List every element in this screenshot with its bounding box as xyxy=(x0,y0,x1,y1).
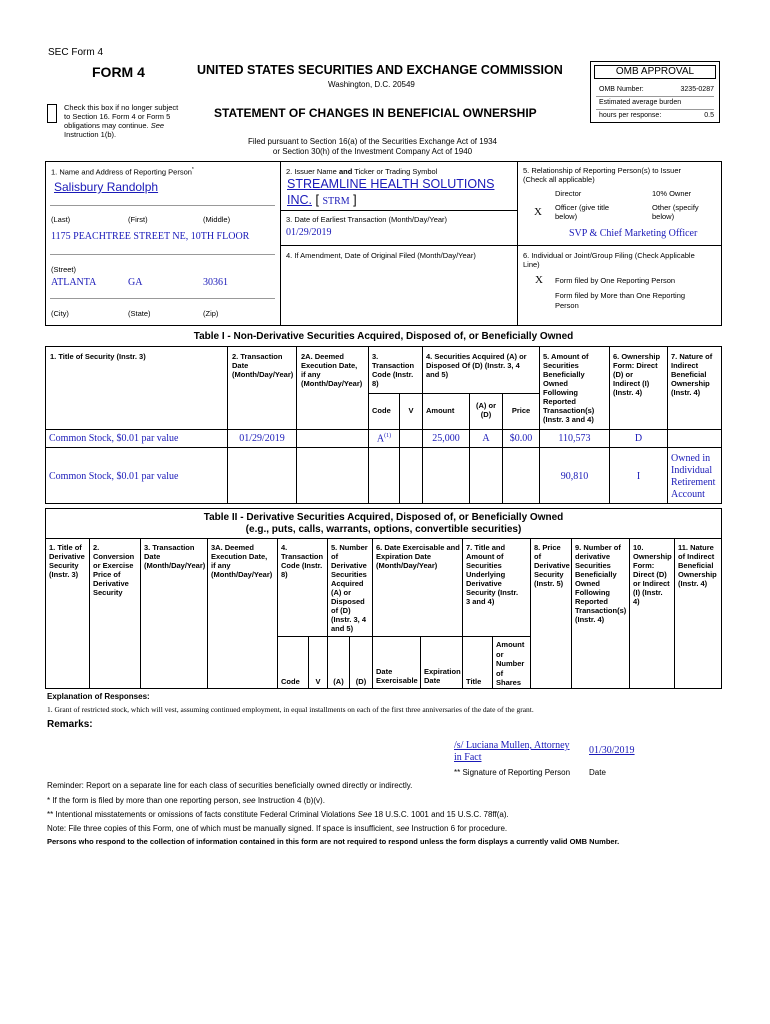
street-label: (Street) xyxy=(51,265,77,274)
t2-sub-date-exercisable: Date Exercisable xyxy=(376,667,418,685)
officer-option[interactable]: Officer (give title below) xyxy=(555,203,610,221)
issuer-name[interactable]: STREAMLINE HEALTH SOLUTIONS INC. [ STRM ] xyxy=(287,177,495,207)
t1-h6: 6. Ownership Form: Direct (D) or Indirect (I) (Instr. 4) xyxy=(613,352,661,397)
state-value: GA xyxy=(128,277,143,288)
table1-title: Table I - Non-Derivative Securities Acquired, Disposed of, or Beneficially Owned xyxy=(193,331,574,342)
reporting-person-name[interactable]: Salisbury Randolph xyxy=(54,180,159,194)
t1-sub-price: Price xyxy=(511,406,531,415)
other-option[interactable]: Other (specify below) xyxy=(652,203,699,221)
signature-value: /s/ Luciana Mullen, Attorney in Fact xyxy=(454,740,570,763)
commission-location: Washington, D.C. 20549 xyxy=(328,80,415,89)
t1-r2-form: I xyxy=(636,471,641,482)
t1-r1-code: $A^{(1)}$ xyxy=(376,433,392,445)
t1-sub-aord: (A) or (D) xyxy=(476,401,496,419)
t2-sub-d: (D) xyxy=(355,677,367,686)
t2-h3: 3. Transaction Date (Month/Day/Year) xyxy=(144,543,206,570)
earliest-transaction-label: 3. Date of Earliest Transaction (Month/Day/Year) xyxy=(286,215,448,224)
t1-h7: 7. Nature of Indirect Beneficial Ownership (Instr. 4) xyxy=(671,352,713,397)
t2-h6: 6. Date Exercisable and Expiration Date (Month/Day/Year) xyxy=(376,543,460,570)
state-label: (State) xyxy=(128,309,151,318)
omb-title: OMB APPROVAL xyxy=(594,65,716,79)
t1-sub-amount: Amount xyxy=(426,406,455,415)
officer-checkmark: X xyxy=(534,206,542,218)
note-multiple-persons: * If the form is filed by more than one reporting person, see Instruction 4 (b)(v). xyxy=(47,796,325,805)
t1-r1-owned: 110,573 xyxy=(558,433,591,444)
omb-burden-label: Estimated average burden xyxy=(599,99,682,106)
t1-sub-v: V xyxy=(408,406,414,415)
t2-sub-title: Title xyxy=(466,677,482,686)
t1-r1-amount: 25,000 xyxy=(432,433,460,444)
omb-hours-label: hours per response: xyxy=(599,112,662,119)
city-label: (City) xyxy=(51,309,69,318)
t1-h4: 4. Securities Acquired (A) or Disposed Of (D) (Instr. 3, 4 and 5) xyxy=(426,352,527,379)
explanation-label: Explanation of Responses: xyxy=(47,692,150,701)
t1-r1-title: Common Stock, $0.01 par value xyxy=(49,433,179,444)
relationship-label: 5. Relationship of Reporting Person(s) to Issuer (Check all applicable) xyxy=(523,166,681,184)
city-value: ATLANTA xyxy=(51,277,97,288)
t2-h1: 1. Title of Derivative Security (Instr. 3) xyxy=(49,543,85,579)
t2-h4: 4. Transaction Code (Instr. 8) xyxy=(281,543,324,579)
t2-h2: 2. Conversion or Exercise Price of Derivative Security xyxy=(93,543,135,597)
officer-title: SVP & Chief Marketing Officer xyxy=(569,228,698,239)
t2-h7: 7. Title and Amount of Securities Underlying Derivative Security (Instr. 3 and 4) xyxy=(466,543,519,606)
omb-hours-value: 0.5 xyxy=(704,112,714,119)
director-option[interactable]: Director xyxy=(555,189,582,198)
t1-h1: 1. Title of Security (Instr. 3) xyxy=(50,352,146,361)
t1-r2-title: Common Stock, $0.01 par value xyxy=(49,471,179,482)
t2-sub-a: (A) xyxy=(333,677,344,686)
t2-sub-v: V xyxy=(315,677,321,686)
omb-number-value: 3235-0287 xyxy=(680,86,714,93)
omb-number-label: OMB Number: xyxy=(599,86,644,93)
first-name-label: (First) xyxy=(128,215,148,224)
note-misstatements: ** Intentional misstatements or omissions of facts constitute Federal Criminal Violations See 18 U.S.C. 1001 and 15 U.S.C. 78ff(a). xyxy=(47,810,509,819)
more-person-option[interactable]: Form filed by More than One Reporting Person xyxy=(555,291,686,310)
filing-type-label: 6. Individual or Joint/Group Filing (Check Applicable Line) xyxy=(523,251,695,269)
statement-title: STATEMENT OF CHANGES IN BENEFICIAL OWNERSHIP xyxy=(214,106,537,120)
t1-h3: 3. Transaction Code (Instr. 8) xyxy=(372,352,415,388)
street-address: 1175 PEACHTREE STREET NE, 10TH FLOOR xyxy=(51,231,250,242)
sec-form-label: SEC Form 4 xyxy=(48,47,104,58)
reporting-person-label: 1. Name and Address of Reporting Person* xyxy=(51,167,194,177)
t1-r1-form: D xyxy=(634,433,643,444)
persons-notice: Persons who respond to the collection of information contained in this form are not required to respond unless the form displays a currently valid OMB Number. xyxy=(47,837,620,846)
t1-h5: 5. Amount of Securities Beneficially Owned Following Reported Transaction(s) (Instr. 3 and 4) xyxy=(543,352,595,424)
t1-r1-price: $0.00 xyxy=(509,433,533,444)
filed-pursuant: Filed pursuant to Section 16(a) of the Securities Exchange Act of 1934 or Section 30(h) of the Investment Company Act of 1940 xyxy=(247,137,498,156)
amendment-label: 4. If Amendment, Date of Original Filed (Month/Day/Year) xyxy=(286,251,476,260)
remarks-label: Remarks: xyxy=(47,719,93,730)
explanation-1: 1. Grant of restricted stock, which will vest, assuming continued employment, in equal installments on each of the first three anniversaries of the date of the grant. xyxy=(47,705,534,714)
t2-sub-amount: Amount or Number of Shares xyxy=(496,640,525,687)
t1-sub-code: Code xyxy=(372,406,391,415)
t1-r2-owned: 90,810 xyxy=(560,471,589,482)
t2-sub-expiration: Expiration Date xyxy=(424,667,461,685)
no-longer-subject-checkbox[interactable] xyxy=(47,104,57,123)
zip-value: 30361 xyxy=(203,277,228,288)
t1-h2: 2. Transaction Date (Month/Day/Year) xyxy=(232,352,294,379)
note-copies: Note: File three copies of this Form, one of which must be manually signed. If space is insufficient, see Instruction 6 for procedure. xyxy=(47,824,508,833)
table2-title: Table II - Derivative Securities Acquired, Disposed of, or Beneficially Owned (e.g., puts, calls, warrants, options, convertible securities) xyxy=(203,512,564,535)
form-title: FORM 4 xyxy=(92,64,145,80)
t1-h2a: 2A. Deemed Execution Date, if any (Month/Day/Year) xyxy=(301,352,363,388)
t2-h9: 9. Number of derivative Securities Beneficially Owned Following Reported Transaction(s) (Instr. 4) xyxy=(575,543,627,624)
reminder-text: Reminder: Report on a separate line for each class of securities beneficially owned directly or indirectly. xyxy=(47,781,413,790)
last-name-label: (Last) xyxy=(51,215,71,224)
t1-r1-aord: A xyxy=(482,433,490,444)
t1-r2-nature: Owned in Individual Retirement Account xyxy=(671,453,716,500)
earliest-transaction-date: 01/29/2019 xyxy=(286,227,332,238)
t2-h10: 10. Ownership Form: Direct (D) or Indirect (I) (Instr. 4) xyxy=(633,543,672,606)
checkbox-label: Check this box if no longer subject to Section 16. Form 4 or Form 5 obligations may continue. See Instruction 1(b). xyxy=(64,103,179,139)
commission-title: UNITED STATES SECURITIES AND EXCHANGE COMMISSION xyxy=(197,63,563,77)
ten-percent-owner-option[interactable]: 10% Owner xyxy=(652,189,692,198)
t2-h11: 11. Nature of Indirect Beneficial Ownership (Instr. 4) xyxy=(678,543,717,588)
omb-approval-box xyxy=(590,61,720,123)
t2-h8: 8. Price of Derivative Security (Instr. 5) xyxy=(534,543,570,588)
issuer-label: 2. Issuer Name and Ticker or Trading Symbol xyxy=(286,167,438,176)
one-person-checkmark: X xyxy=(535,274,543,286)
t1-r1-date: 01/29/2019 xyxy=(239,433,285,444)
zip-label: (Zip) xyxy=(203,309,219,318)
t2-sub-code: Code xyxy=(281,677,300,686)
middle-name-label: (Middle) xyxy=(203,215,231,224)
signature-date: 01/30/2019 xyxy=(589,745,635,756)
ticker-symbol: STRM xyxy=(322,196,350,207)
date-label: Date xyxy=(589,768,606,777)
t2-h3a: 3A. Deemed Execution Date, if any (Month/Day/Year) xyxy=(211,543,273,579)
t2-h5: 5. Number of Derivative Securities Acquired (A) or Disposed of (D) (Instr. 3, 4 and 5) xyxy=(331,543,368,633)
signature-label: ** Signature of Reporting Person xyxy=(454,768,571,777)
one-person-option[interactable]: Form filed by One Reporting Person xyxy=(555,276,676,285)
